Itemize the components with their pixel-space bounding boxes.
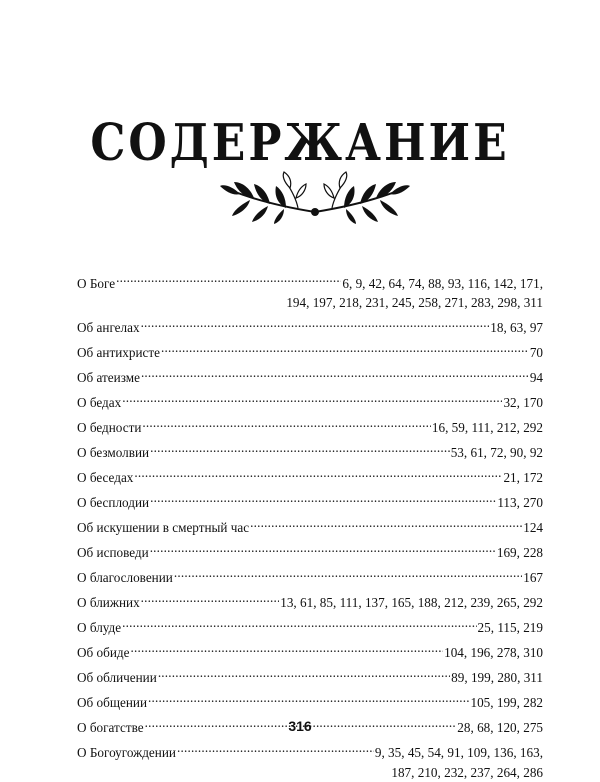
dot-leader xyxy=(148,688,469,708)
toc-entry-topic: Об ангелах xyxy=(77,318,140,338)
toc-entry-pages: 89, 199, 280, 311 xyxy=(451,668,543,688)
page-number: 316 xyxy=(0,718,600,734)
toc-entry xyxy=(77,688,543,713)
toc-entry-pages: 16, 59, 111, 212, 292 xyxy=(432,418,543,438)
toc-entry-pages: 13, 61, 85, 111, 137, 165, 188, 212, 239, 265, 292 xyxy=(280,593,543,613)
toc-entry-pages-continued: 194, 197, 218, 231, 245, 258, 271, 283, 298, 311 xyxy=(77,293,543,313)
toc-entry xyxy=(77,638,543,663)
toc-entry-topic: О блуде xyxy=(77,618,121,638)
toc-entry-topic: Об искушении в смертный час xyxy=(77,518,249,538)
toc-entry xyxy=(77,313,543,338)
toc-entry-topic: Об обличении xyxy=(77,668,157,688)
toc-entry-topic: О Боге xyxy=(77,274,115,294)
toc-entry-topic: Об атеизме xyxy=(77,368,140,388)
toc-entry-topic: Об обиде xyxy=(77,643,129,663)
toc-entry xyxy=(77,663,543,688)
toc-entry-pages: 25, 115, 219 xyxy=(478,618,543,638)
toc-entry-pages: 53, 61, 72, 90, 92 xyxy=(451,443,543,463)
toc-entry xyxy=(77,438,543,463)
dot-leader xyxy=(122,613,476,633)
dot-leader xyxy=(130,638,443,658)
toc-entry xyxy=(77,538,543,563)
toc-entry-topic: О беседах xyxy=(77,468,133,488)
dot-leader xyxy=(177,738,374,758)
toc-entry-topic: О ближних xyxy=(77,593,140,613)
toc-entry xyxy=(77,338,543,363)
toc-entry xyxy=(77,563,543,588)
toc-entry-topic: О богатстве xyxy=(77,718,144,738)
toc-entry xyxy=(77,613,543,638)
toc-entry-pages: 167 xyxy=(523,568,543,588)
toc-entry-pages: 104, 196, 278, 310 xyxy=(444,643,543,663)
toc-entry-topic: Об антихристе xyxy=(77,343,160,363)
dot-leader xyxy=(141,588,280,608)
table-of-contents xyxy=(77,268,543,782)
dot-leader xyxy=(150,438,450,458)
dot-leader xyxy=(161,338,529,358)
toc-entry-topic: О благословении xyxy=(77,568,173,588)
dot-leader xyxy=(134,463,502,483)
toc-entry-topic: Об исповеди xyxy=(77,543,149,563)
dot-leader xyxy=(150,538,496,558)
dot-leader xyxy=(150,488,496,508)
toc-entry xyxy=(77,738,543,782)
toc-entry-topic: О безмолвии xyxy=(77,443,149,463)
dot-leader xyxy=(122,388,502,408)
toc-entry xyxy=(77,463,543,488)
toc-entry-pages: 94 xyxy=(530,368,543,388)
toc-entry xyxy=(77,413,543,438)
toc-entry-pages: 32, 170 xyxy=(503,393,543,413)
toc-entry-pages: 70 xyxy=(530,343,543,363)
laurel-branch-icon xyxy=(220,168,410,224)
toc-entry-topic: О бедах xyxy=(77,393,121,413)
toc-entry-pages: 21, 172 xyxy=(503,468,543,488)
dot-leader xyxy=(116,268,341,288)
dot-leader xyxy=(141,313,490,333)
toc-entry xyxy=(77,588,543,613)
dot-leader xyxy=(250,513,522,533)
toc-entry-pages-continued: 187, 210, 232, 237, 264, 286 xyxy=(77,763,543,782)
toc-entry-pages: 18, 63, 97 xyxy=(490,318,543,338)
toc-entry-pages: 28, 68, 120, 275 xyxy=(457,718,543,738)
toc-entry xyxy=(77,363,543,388)
dot-leader xyxy=(142,413,430,433)
dot-leader xyxy=(141,363,529,383)
toc-entry xyxy=(77,268,543,313)
toc-entry-pages: 124 xyxy=(523,518,543,538)
toc-entry-pages: 113, 270 xyxy=(497,493,543,513)
toc-entry-topic: Об общении xyxy=(77,693,147,713)
page-title: СОДЕРЖАНИЕ xyxy=(0,114,600,173)
toc-entry xyxy=(77,513,543,538)
toc-entry-pages: 169, 228 xyxy=(497,543,543,563)
toc-entry xyxy=(77,488,543,513)
toc-entry-topic: О бедности xyxy=(77,418,141,438)
toc-entry-topic: О Богоугождении xyxy=(77,743,176,763)
dot-leader xyxy=(174,563,522,583)
dot-leader xyxy=(158,663,450,683)
toc-entry-pages: 105, 199, 282 xyxy=(470,693,543,713)
toc-entry-topic: О бесплодии xyxy=(77,493,149,513)
toc-entry xyxy=(77,388,543,413)
toc-entry-pages: 6, 9, 42, 64, 74, 88, 93, 116, 142, 171, xyxy=(342,274,543,294)
toc-entry-pages: 9, 35, 45, 54, 91, 109, 136, 163, xyxy=(375,743,543,763)
